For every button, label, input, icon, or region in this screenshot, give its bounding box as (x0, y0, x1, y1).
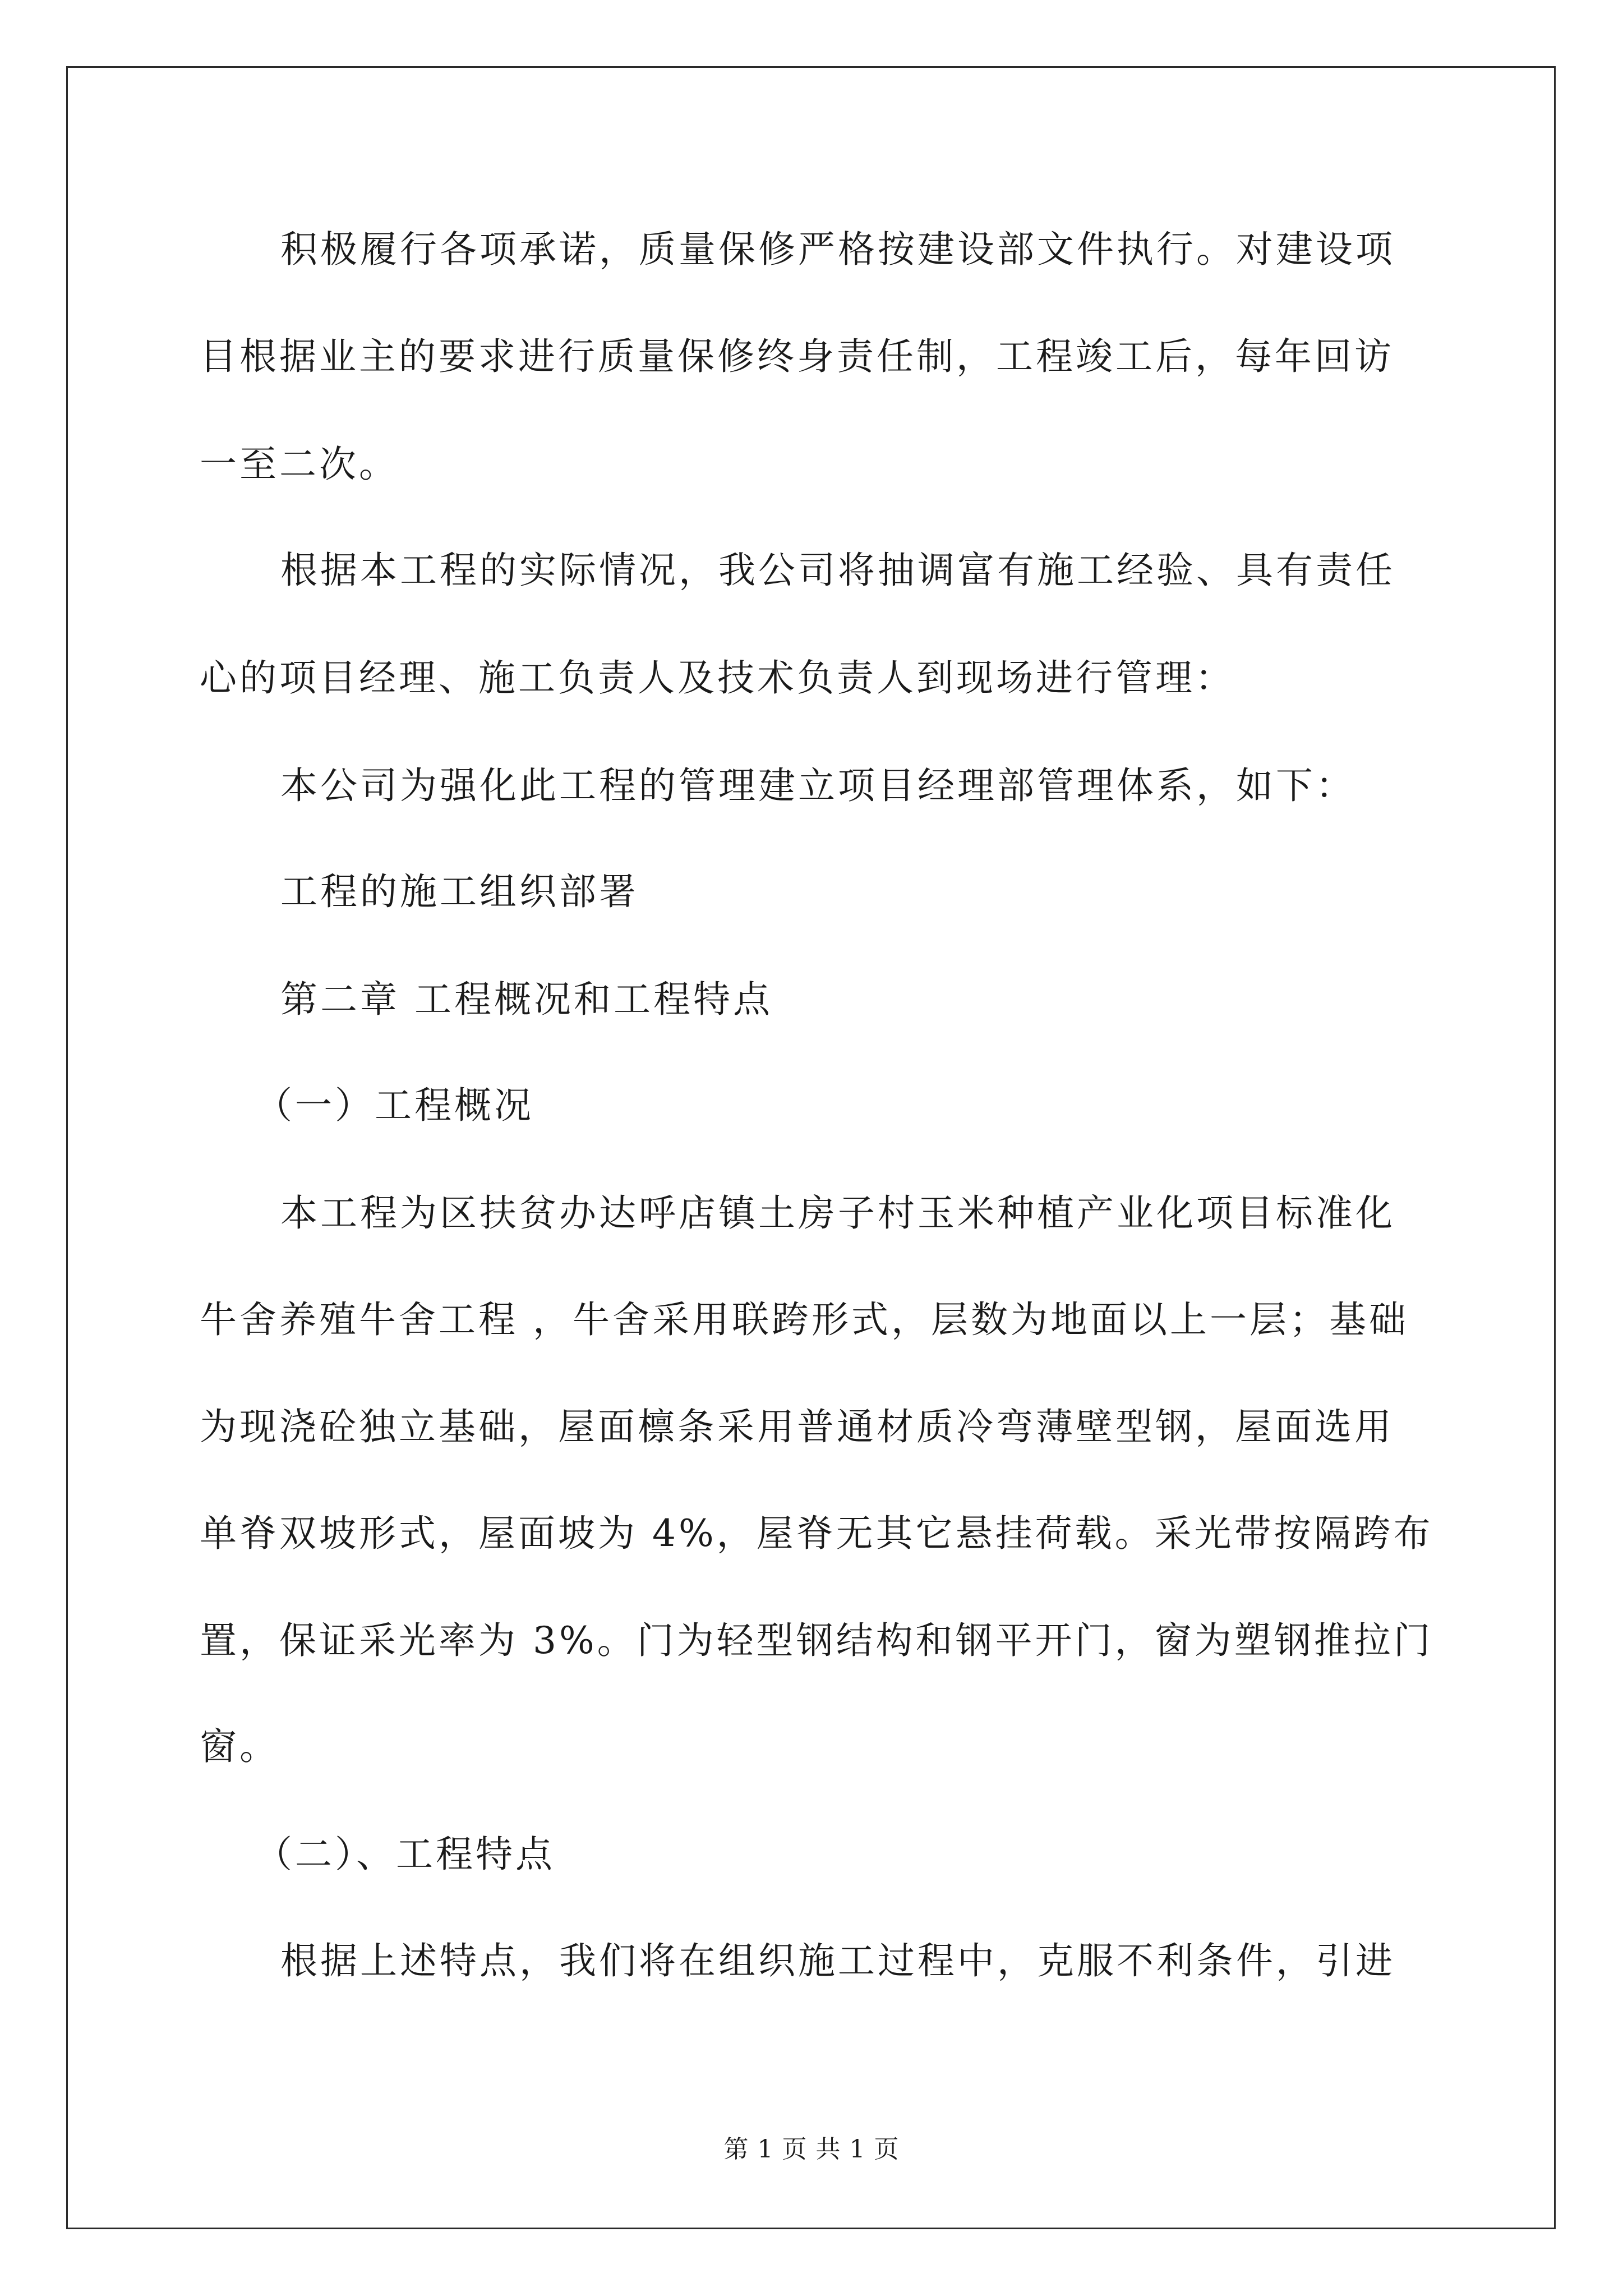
subsection-heading: （二）、工程特点 (255, 1833, 555, 1876)
text-line: 本公司为强化此工程的管理建立项目经理部管理体系，如下： (280, 764, 1355, 807)
section-heading: 工程的施工组织部署 (280, 870, 639, 913)
text-line: 积极履行各项承诺，质量保修严格按建设部文件执行。对建设项 (280, 228, 1395, 271)
text-line: 为现浇砼独立基础，屋面檩条采用普通材质冷弯薄壁型钢，屋面选用 (200, 1405, 1394, 1448)
text-line: 心的项目经理、施工负责人及技术负责人到现场进行管理： (200, 656, 1235, 700)
text-line: 窗。 (200, 1725, 279, 1768)
text-line: 根据本工程的实际情况，我公司将抽调富有施工经验、具有责任 (280, 549, 1395, 592)
text-line: 本工程为区扶贫办达呼店镇土房子村玉米种植产业化项目标准化 (280, 1191, 1395, 1235)
page-border (66, 66, 1556, 2229)
text-line: 目根据业主的要求进行质量保修终身责任制，工程竣工后，每年回访 (200, 335, 1394, 378)
text-line: 根据上述特点，我们将在组织施工过程中，克服不利条件，引进 (280, 1939, 1395, 1982)
text-line: 一至二次。 (200, 443, 399, 486)
chapter-heading: 第二章 工程概况和工程特点 (280, 978, 773, 1021)
text-line: 单脊双坡形式，屋面坡为 4%，屋脊无其它悬挂荷载。采光带按隔跨布 (200, 1512, 1433, 1555)
text-line: 牛舍养殖牛舍工程 ，牛舍采用联跨形式，层数为地面以上一层；基础 (200, 1298, 1409, 1341)
page-footer: 第 1 页 共 1 页 (723, 2135, 900, 2164)
text-line: 置，保证采光率为 3%。门为轻型钢结构和钢平开门，窗为塑钢推拉门 (200, 1619, 1433, 1662)
subsection-heading: （一）工程概况 (255, 1084, 534, 1127)
